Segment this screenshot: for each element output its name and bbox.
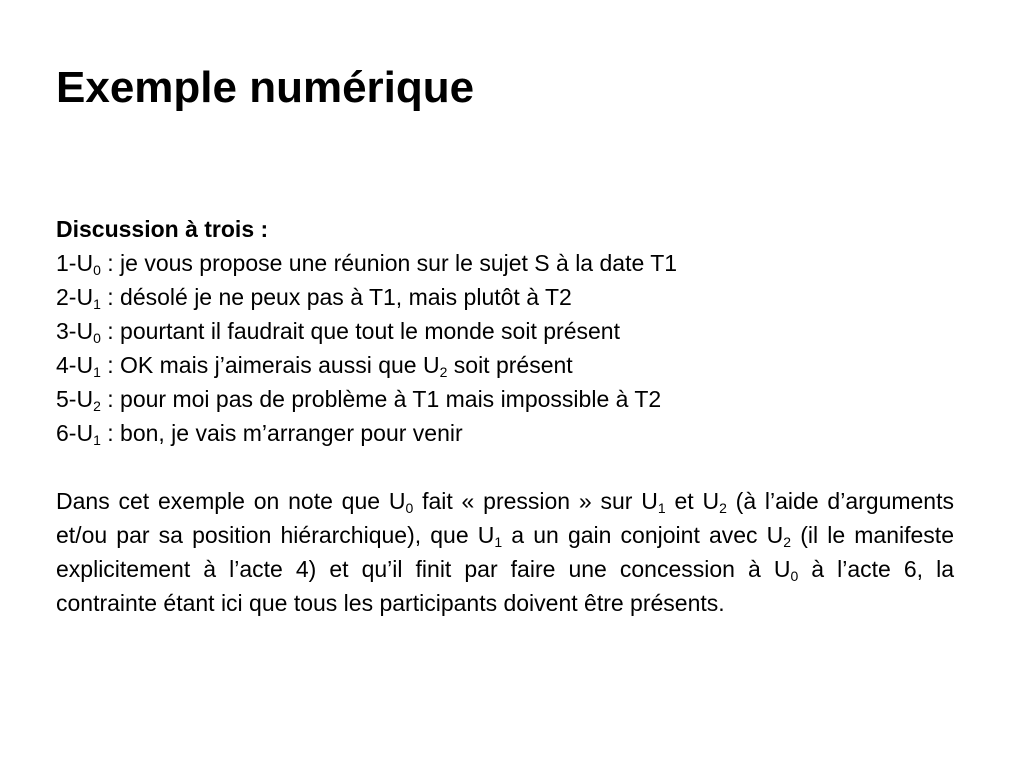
dialogue-line-3: $3-U_0$ : pourtant il faudrait que tout le monde soit présent xyxy=(56,318,620,346)
dialogue-line-4: $4-U_1$ : OK mais j’aimerais aussi que $U_2$ soit présent xyxy=(56,352,573,380)
explanation-paragraph: Dans cet exemple on note que $U_0$ fait « pression » sur $U_1$ et $U_2$ (à l’aide d’arguments et/ou par sa position hiérarchique), que $U_1$ a un gain conjoint avec $U_2$ (il le manifeste explicitement à l’acte 4) et qu’il finit par faire une concession à $U_0$ à l’acte 6, la contrainte étant ici que tous les participants doivent être présents. xyxy=(56,488,954,616)
dialogue-line-2: $2-U_1$ : désolé je ne peux pas à T1, mais plutôt à T2 xyxy=(56,284,572,312)
dialogue-line-5: $5-U_2$ : pour moi pas de problème à T1 mais impossible à T2 xyxy=(56,386,662,414)
dialogue-line-6: $6-U_1$ : bon, je vais m’arranger pour venir xyxy=(56,420,463,448)
dialogue-line-1: $1-U_0$ : je vous propose une réunion sur le sujet S à la date T1 xyxy=(56,250,678,278)
spacer xyxy=(56,450,954,484)
slide-title: Exemple numérique xyxy=(56,63,475,112)
discussion-heading: Discussion à trois : xyxy=(56,216,269,242)
slide-content xyxy=(56,212,954,620)
